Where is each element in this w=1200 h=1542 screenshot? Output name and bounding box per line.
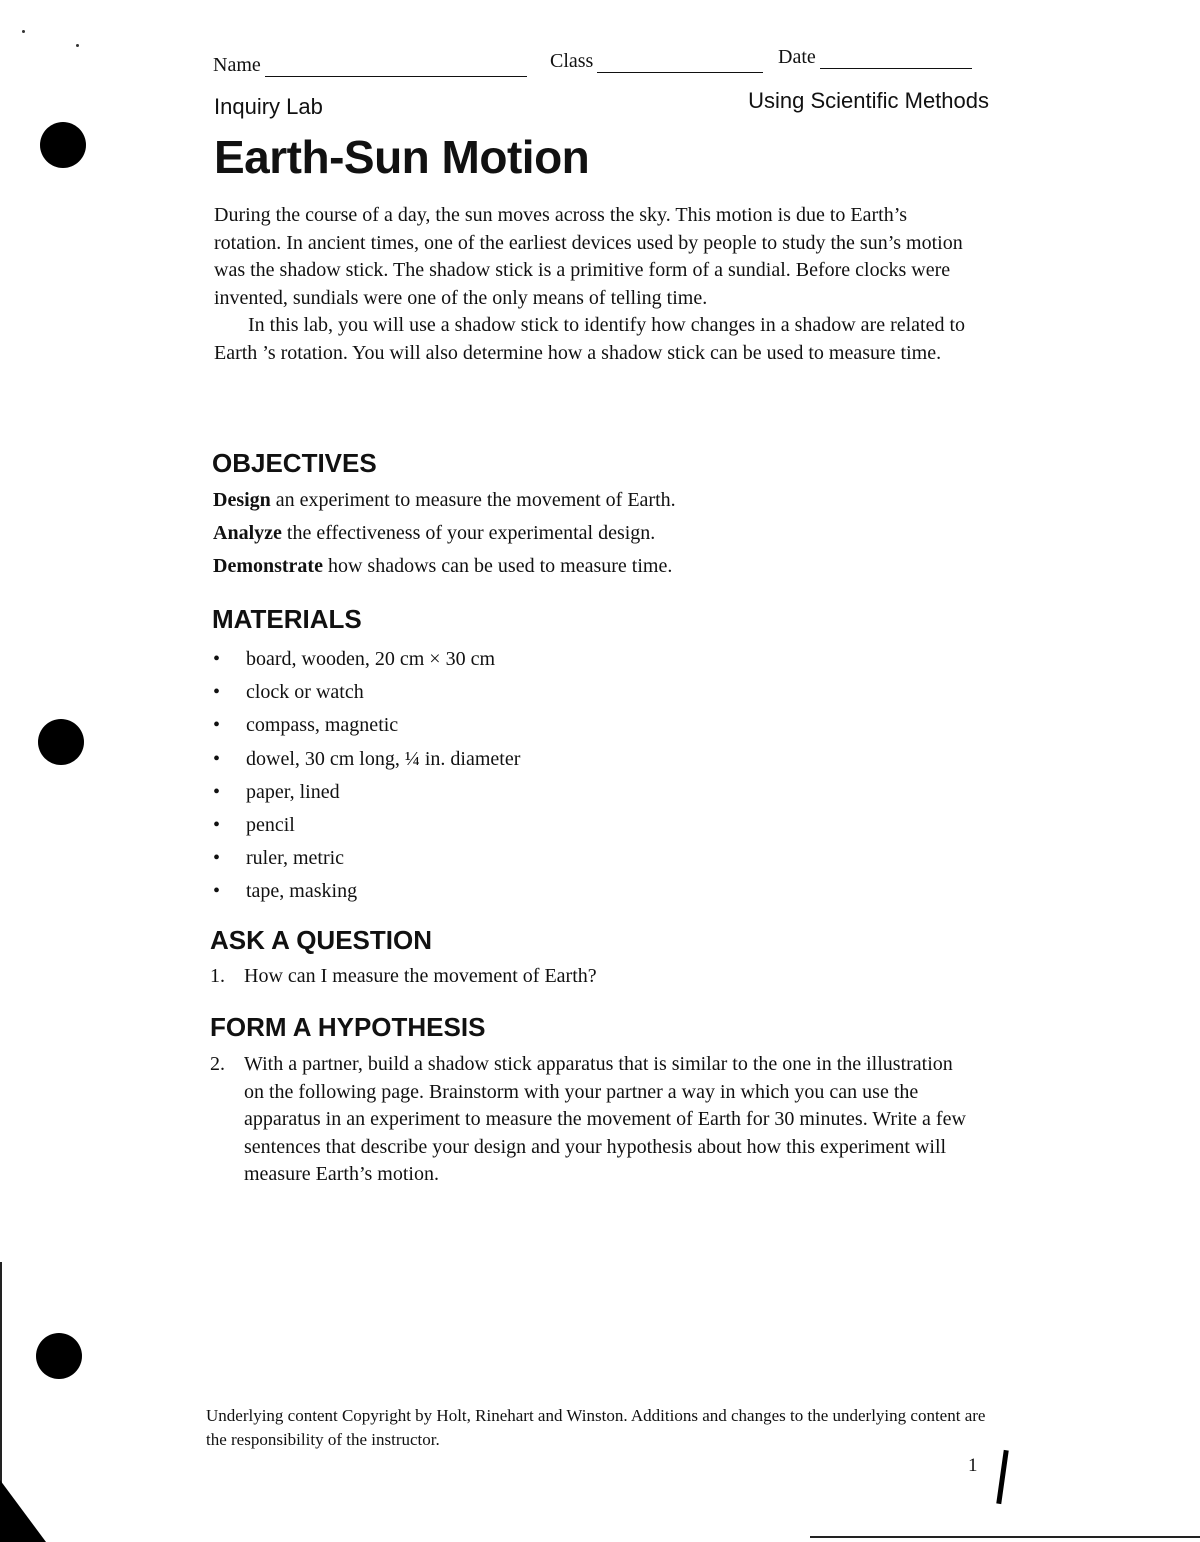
question-item xyxy=(210,963,974,991)
objective-item xyxy=(213,517,676,550)
material-text: pencil xyxy=(246,813,295,836)
question-number: 1. xyxy=(210,965,225,987)
material-text: paper, lined xyxy=(246,780,340,803)
scan-edge-line xyxy=(0,1262,2,1502)
objective-verb: Design xyxy=(213,489,271,511)
scan-speck xyxy=(22,30,25,33)
material-item xyxy=(213,843,520,876)
page-title: Earth-Sun Motion xyxy=(214,131,590,183)
objective-text: how shadows can be used to measure time. xyxy=(322,555,673,577)
intro-text xyxy=(214,202,974,367)
objectives-list xyxy=(213,484,676,583)
punch-hole-bottom xyxy=(36,1333,82,1379)
class-label: Class xyxy=(550,50,594,72)
scan-speck xyxy=(76,44,79,47)
name-blank[interactable] xyxy=(265,56,527,77)
hypothesis-text: With a partner, build a shadow stick apparatus that is similar to the one in the illustration on the following page. Brainstorm with your partner a way in which you can use the apparatus in an experiment to measure the movement of Earth for 30 minutes. Write a few sentences that describe your design and your hypothesis about how this experiment will measure Earth’s motion. xyxy=(244,1053,966,1185)
name-field[interactable] xyxy=(213,54,527,77)
hypothesis-heading: FORM A HYPOTHESIS xyxy=(210,1012,486,1042)
bullet: • xyxy=(213,780,221,803)
material-item xyxy=(213,710,520,743)
bullet: • xyxy=(213,648,221,670)
ask-question-heading: ASK A QUESTION xyxy=(210,925,432,955)
objective-verb: Analyze xyxy=(213,522,282,544)
date-blank[interactable] xyxy=(820,48,972,69)
material-text: board, wooden, 20 cm × 30 cm xyxy=(246,648,496,670)
material-item xyxy=(213,876,520,909)
objective-item xyxy=(213,484,676,517)
material-item xyxy=(213,810,520,843)
hypothesis-item xyxy=(210,1051,974,1189)
date-field[interactable] xyxy=(778,46,972,69)
bullet: • xyxy=(213,681,221,704)
materials-list xyxy=(213,644,520,910)
question-text: How can I measure the movement of Earth? xyxy=(244,965,597,987)
material-item xyxy=(213,744,520,777)
method-label: Using Scientific Methods xyxy=(748,88,989,113)
objective-item xyxy=(213,550,676,583)
class-blank[interactable] xyxy=(597,52,763,73)
name-label: Name xyxy=(213,54,261,76)
scan-corner-mark xyxy=(0,1480,46,1542)
material-text: ruler, metric xyxy=(246,847,345,870)
material-text: dowel, 30 cm long, ¼ in. diameter xyxy=(246,747,521,770)
bullet: • xyxy=(213,747,221,770)
handwritten-mark xyxy=(996,1450,1008,1504)
hypothesis-number: 2. xyxy=(210,1053,225,1075)
material-text: tape, masking xyxy=(246,880,358,903)
objective-text: an experiment to measure the movement of Earth. xyxy=(270,489,676,511)
date-label: Date xyxy=(778,46,816,68)
material-item xyxy=(213,644,520,677)
punch-hole-top xyxy=(40,122,86,168)
copyright-footer: Underlying content Copyright by Holt, Rinehart and Winston. Additions and changes to the underlying content are the responsibility of the instructor. xyxy=(206,1406,986,1449)
material-text: clock or watch xyxy=(246,681,364,704)
material-item xyxy=(213,777,520,810)
material-item xyxy=(213,677,520,710)
class-field[interactable] xyxy=(550,50,763,73)
page-number: 1 xyxy=(968,1455,978,1476)
lab-type-label: Inquiry Lab xyxy=(214,94,323,119)
bullet: • xyxy=(213,880,221,903)
scan-bottom-line xyxy=(810,1536,1200,1538)
bullet: • xyxy=(213,847,221,870)
intro-paragraph-2: In this lab, you will use a shadow stick to identify how changes in a shadow are related to Earth ’s rotation. You will also determine how a shadow stick can be used to measure time. xyxy=(214,314,966,364)
intro-paragraph-1: During the course of a day, the sun moves across the sky. This motion is due to Earth’s rotation. In ancient times, one of the earliest devices used by people to study the sun’s motion was the shadow stick. The shadow stick is a primitive form of a sundial. Before clocks were invented, sundials were one of the only means of telling time. xyxy=(214,204,963,309)
materials-heading: MATERIALS xyxy=(212,604,362,634)
bullet: • xyxy=(213,714,221,737)
objectives-heading: OBJECTIVES xyxy=(212,448,377,478)
objective-verb: Demonstrate xyxy=(213,555,323,577)
bullet: • xyxy=(213,813,221,836)
material-text: compass, magnetic xyxy=(246,714,399,737)
punch-hole-middle xyxy=(38,719,84,765)
objective-text: the effectiveness of your experimental design. xyxy=(281,522,656,544)
